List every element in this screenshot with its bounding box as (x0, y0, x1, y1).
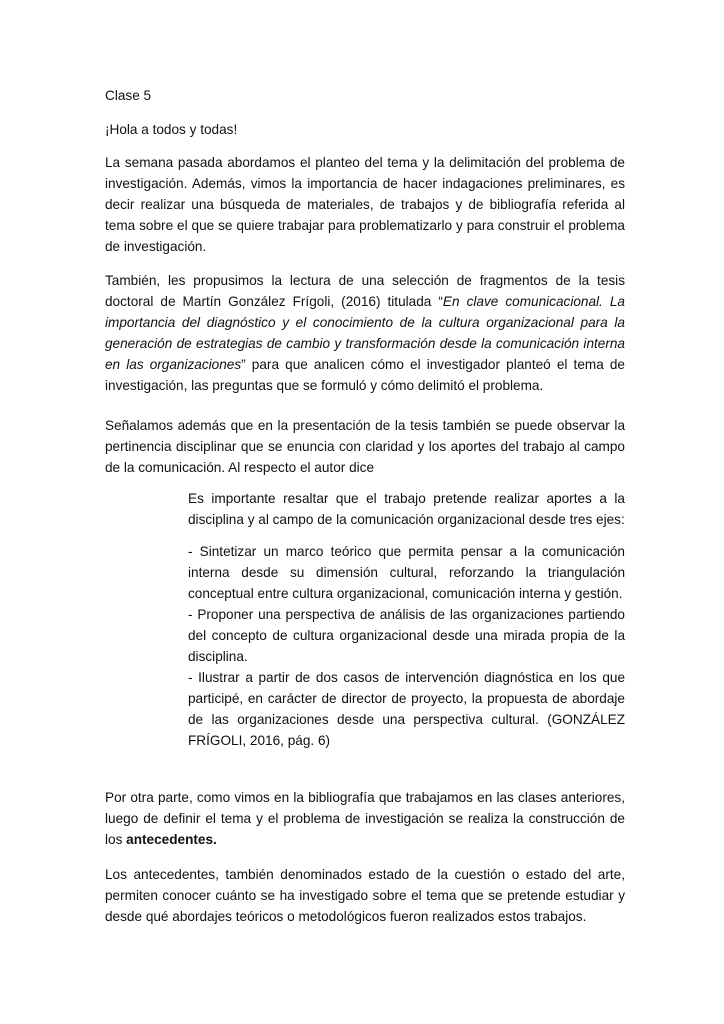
antecedentes-term: antecedentes. (126, 832, 217, 847)
thesis-title: En clave comunicacional. La importancia del diagnóstico y el conocimiento de la cultura organizacional para la generación de estrategias de cambio y transformación desde la comunicación interna en las organizaciones (105, 294, 625, 372)
paragraph-2-text-end: ” para que analicen cómo el investigador planteó el tema de investigación, las preguntas que se formuló y cómo delimitó el problema. (105, 357, 625, 393)
greeting: ¡Hola a todos y todas! (105, 122, 238, 137)
class-heading: Clase 5 (105, 88, 152, 103)
paragraph-4 (105, 787, 625, 850)
paragraph-2-text: También, les propusimos la lectura de una selección de fragmentos de la tesis doctoral de Martín González Frígoli, (2016) titulada “ (105, 273, 625, 309)
block-quote (188, 488, 625, 751)
paragraph-2 (105, 270, 625, 396)
paragraph-3: Señalamos además que en la presentación de la tesis también se puede observar la pertinencia disciplinar que se enuncia con claridad y los aportes del trabajo al campo de la comunicación. Al respecto el autor dice (105, 418, 625, 475)
quote-item-3: - Ilustrar a partir de dos casos de intervención diagnóstica en los que participé, en carácter de director de proyecto, la propuesta de abordaje de las organizaciones desde una perspectiva cultural. (GONZÁLEZ FRÍGOLI, 2016, pág. 6) (188, 670, 625, 748)
paragraph-1: La semana pasada abordamos el planteo del tema y la delimitación del problema de investigación. Además, vimos la importancia de hacer indagaciones preliminares, es decir realizar una búsqueda de materiales, de trabajos y de bibliografía referida al tema sobre el que se quiere trabajar para problematizarlo y para construir el problema de investigación. (105, 155, 625, 254)
quote-item-2: - Proponer una perspectiva de análisis de las organizaciones partiendo del concepto de cultura organizacional desde una mirada propia de la disciplina. (188, 607, 625, 664)
paragraph-4-text: Por otra parte, como vimos en la bibliografía que trabajamos en las clases anteriores, luego de definir el tema y el problema de investigación se realiza la construcción de los (105, 790, 625, 847)
quote-intro: Es importante resaltar que el trabajo pretende realizar aportes a la disciplina y al campo de la comunicación organizacional desde tres ejes: (188, 491, 625, 527)
paragraph-5: Los antecedentes, también denominados estado de la cuestión o estado del arte, permiten conocer cuánto se ha investigado sobre el tema que se pretende estudiar y desde qué abordajes teóricos o metodológicos fueron realizados estos trabajos. (105, 867, 625, 924)
quote-item-1: - Sintetizar un marco teórico que permita pensar a la comunicación interna desde su dimensión cultural, reforzando la triangulación conceptual entre cultura organizacional, comunicación interna y gestión. (188, 544, 625, 601)
